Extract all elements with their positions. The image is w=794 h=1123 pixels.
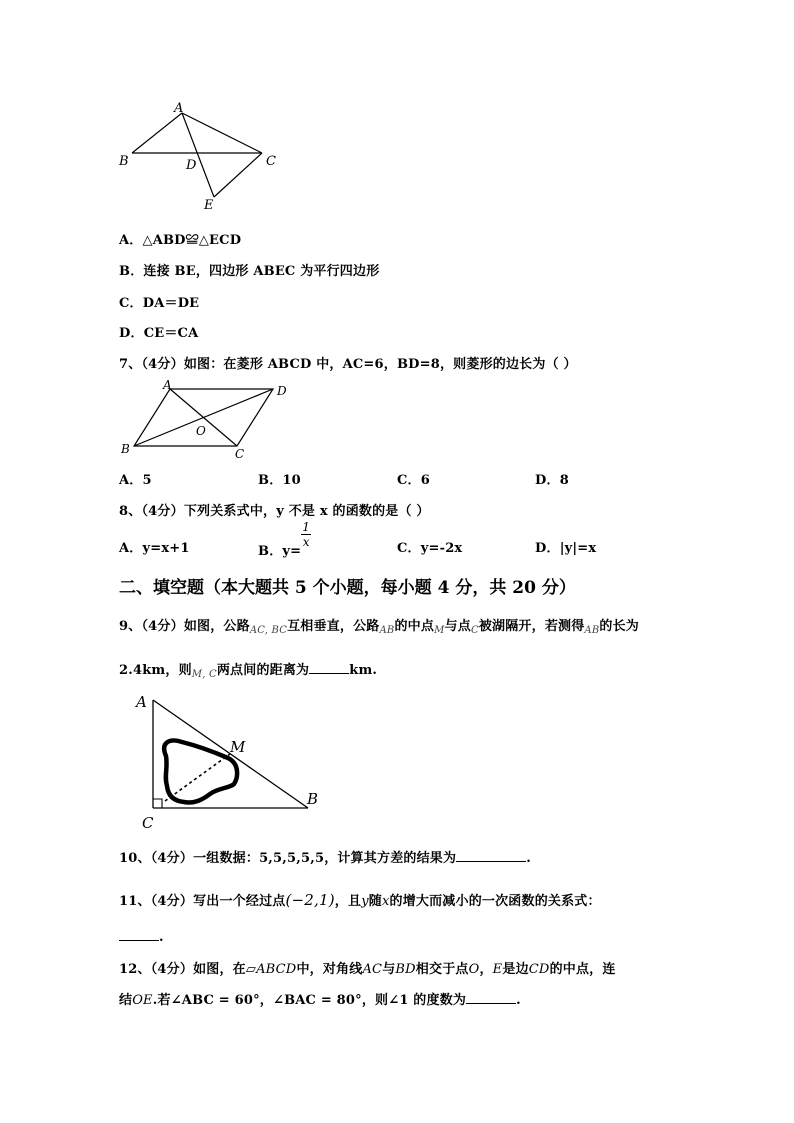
- segment-ac: [182, 113, 262, 153]
- label-e: E: [204, 198, 214, 213]
- label-c: C: [142, 814, 154, 832]
- q9-answer-blank: [309, 661, 349, 674]
- q8-option-c: C．y=-2x: [397, 541, 463, 556]
- fraction-one-over-x: $\frac{1}{x}$: [302, 520, 311, 549]
- q12-line-1: 12、（4分）如图，在▱ABCD中，对角线AC与BD相交于点O，E是边CD的中点，连: [119, 962, 616, 977]
- right-angle-mark: [153, 799, 162, 808]
- q8-stem: 8、（4分）下列关系式中，y 不是 x 的函数的是（ ）: [119, 504, 430, 519]
- q6-option-d: D．CE＝CA: [119, 326, 199, 341]
- figure-rhombus-abcd: [115, 378, 295, 463]
- label-b: B: [121, 442, 130, 456]
- q9-line-2: 2.4km，则$_{M, C}$两点间的距离为 km.: [119, 663, 378, 680]
- q6-option-a: A．△ABD≌△ECD: [119, 233, 242, 248]
- figure-triangle-abcde: [110, 95, 300, 215]
- label-o: O: [196, 424, 206, 438]
- q7-option-b: B．10: [258, 473, 301, 488]
- segment-ae: [182, 113, 214, 197]
- q10-answer-blank: [456, 849, 526, 862]
- label-d: D: [186, 158, 197, 173]
- label-c: C: [266, 154, 276, 169]
- q6-option-b: B．连接 BE，四边形 ABEC 为平行四边形: [119, 264, 380, 279]
- q8-option-a: A．y=x+1: [119, 541, 190, 556]
- q8-option-d: D．|y|=x: [535, 541, 597, 556]
- q6-option-c: C．DA＝DE: [119, 296, 200, 311]
- q7-option-a: A．5: [119, 473, 152, 488]
- q10-stem: 10、（4分）一组数据：5,5,5,5,5，计算其方差的结果为 .: [119, 851, 531, 866]
- label-c: C: [235, 447, 245, 461]
- label-a: A: [174, 101, 184, 116]
- q7-stem: 7、（4分）如图：在菱形 ABCD 中，AC=6，BD=8，则菱形的边长为（ ）: [119, 357, 577, 372]
- label-b: B: [119, 154, 129, 169]
- label-d: D: [277, 384, 287, 398]
- q7-option-c: C．6: [397, 473, 430, 488]
- q12-answer-blank: [466, 991, 516, 1004]
- segment-ec: [214, 153, 262, 197]
- q7-option-d: D．8: [535, 473, 569, 488]
- label-a: A: [136, 693, 147, 711]
- q11-answer-line: .: [119, 928, 164, 945]
- q12-line-2: 结OE.若∠ABC = 60°，∠BAC = 80°，则∠1 的度数为 .: [119, 993, 521, 1008]
- q11-stem: 11、（4分）写出一个经过点(−2,1)，且y随x的增大而减小的一次函数的关系式：: [119, 891, 601, 909]
- segment-mc-dashed: [165, 754, 230, 801]
- label-b: B: [307, 790, 319, 808]
- label-m: M: [230, 738, 246, 756]
- q9-line-1: 9、（4分）如图，公路$_{AC, BC}$互相垂直，公路$_{AB}$的中点$_M$与点$_C$被湖隔开，若测得$_{AB}$的长为: [119, 619, 640, 636]
- q8-option-b: B．y= $\frac{1}{x}$: [258, 520, 311, 559]
- label-a: A: [163, 378, 172, 392]
- section-2-title: 二、填空题（本大题共 5 个小题，每小题 4 分，共 20 分）: [119, 578, 576, 598]
- segment-ab: [132, 113, 182, 153]
- figure-lake-triangle: [130, 688, 330, 833]
- q11-answer-blank: [119, 928, 159, 941]
